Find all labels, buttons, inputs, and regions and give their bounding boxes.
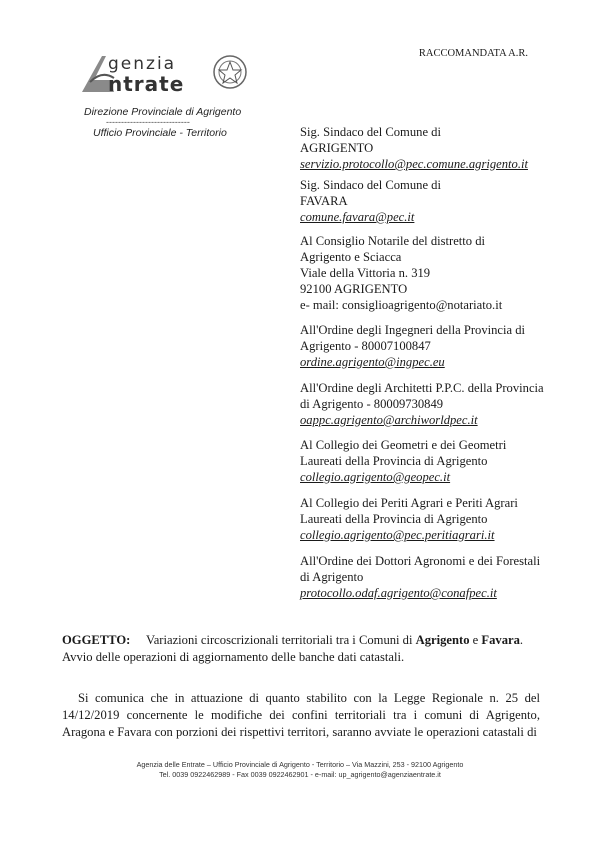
recipient-email-link[interactable]: collegio.agrigento@geopec.it: [300, 470, 451, 484]
recipient-line: Laureati della Provincia di Agrigento: [300, 512, 488, 526]
recipient-block: [300, 553, 541, 601]
recipient-block: [300, 233, 533, 313]
body-text: Si comunica che in attuazione di quanto stabilito con la Legge Regionale n. 25 del 14/12/2019 concernente le modifiche dei confini territoriali tra i comuni di Agrigento, Aragona e Favara con porzioni dei rispettivi territori, saranno avviate le operazioni catastali di: [62, 691, 540, 739]
logo-text-ntrate: ntrate: [108, 72, 185, 96]
recipient-email-line: e- mail: consiglioagrigento@notariato.it: [300, 298, 503, 312]
dash-divider: ----------------------------: [106, 117, 190, 127]
recipient-line: AGRIGENTO: [300, 141, 374, 155]
subject-text: Variazioni circoscrizionali territoriali tra i Comuni di: [146, 633, 413, 647]
footer-line: Agenzia delle Entrate – Ufficio Provinciale di Agrigento - Territorio – Via Mazzini, 253 - 92100 Agrigento: [136, 760, 464, 769]
recipient-line: Al Consiglio Notarile del distretto di: [300, 234, 486, 248]
recipient-email-link[interactable]: servizio.protocollo@pec.comune.agrigento.it: [300, 157, 528, 171]
recipient-block: [300, 322, 533, 370]
recipient-block: [300, 495, 533, 543]
recipient-line: Agrigento - 80007100847: [300, 339, 431, 353]
recipient-email-link[interactable]: comune.favara@pec.it: [300, 210, 415, 224]
recipient-email-link[interactable]: oappc.agrigento@archiworldpec.it: [300, 413, 478, 427]
subject-paragraph: [62, 632, 542, 666]
recipient-line: FAVARA: [300, 194, 348, 208]
recipient-line: All'Ordine degli Ingegneri della Provincia di: [300, 323, 526, 337]
recipient-line: All'Ordine dei Dottori Agronomi e dei Forestali: [300, 554, 541, 568]
recipient-line: Sig. Sindaco del Comune di: [300, 125, 441, 139]
body-paragraph: [62, 690, 540, 741]
recipient-email-link[interactable]: collegio.agrigento@pec.peritiagrari.it: [300, 528, 495, 542]
subject-text: e: [472, 633, 479, 647]
recipient-line: 92100 AGRIGENTO: [300, 282, 408, 296]
recipient-block: [300, 437, 533, 485]
recipient-line: di Agrigento - 80009730849: [300, 397, 444, 411]
subject-bold-agrigento: Agrigento: [415, 633, 470, 647]
recipient-line: Sig. Sindaco del Comune di: [300, 178, 441, 192]
recipient-email-link[interactable]: ordine.agrigento@ingpec.eu: [300, 355, 445, 369]
recipient-line: Viale della Vittoria n. 319: [300, 266, 431, 280]
recipient-line: Laureati della Provincia di Agrigento: [300, 454, 488, 468]
recipient-line: Al Collegio dei Periti Agrari e Periti Agrari: [300, 496, 518, 510]
recipient-email-link[interactable]: protocollo.odaf.agrigento@conafpec.it: [300, 586, 497, 600]
recipient-block: [300, 380, 544, 428]
raccomandata-label: RACCOMANDATA A.R.: [418, 48, 528, 59]
recipient-line: di Agrigento: [300, 570, 364, 584]
direzione-label: Direzione Provinciale di Agrigento: [84, 106, 242, 118]
footer-contact-line: Tel. 0039 0922462989 - Fax 0039 0922462901 - e-mail: up_agrigento@agenziaentrate.it: [159, 770, 441, 779]
logo-text-genzia: genzia: [108, 54, 177, 74]
subject-text: . Avvio delle operazioni di aggiornamento delle banche dati catastali.: [62, 633, 524, 664]
recipient-line: Agrigento e Sciacca: [300, 250, 402, 264]
recipient-block: [300, 124, 533, 172]
recipient-block: [300, 177, 533, 225]
subject-bold-favara: Favara: [481, 633, 520, 647]
ufficio-label: Ufficio Provinciale - Territorio: [93, 127, 227, 139]
recipient-line: Al Collegio dei Geometri e dei Geometri: [300, 438, 507, 452]
subject-label: OGGETTO:: [62, 633, 131, 647]
recipient-line: All'Ordine degli Architetti P.P.C. della Provincia: [300, 381, 544, 395]
